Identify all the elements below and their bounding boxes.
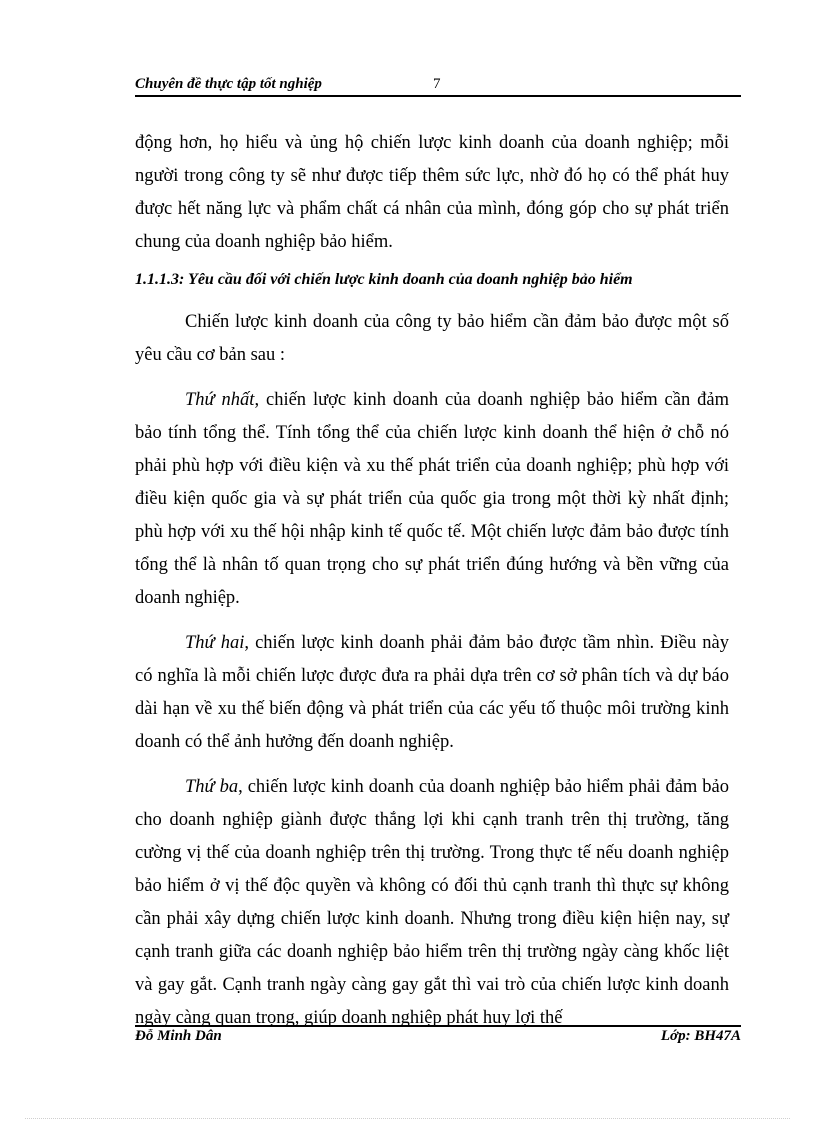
- class-label: Lớp: BH47A: [660, 1028, 741, 1044]
- paragraph-continuation: động hơn, họ hiểu và ủng hộ chiến lược kinh doanh của doanh nghiệp; mỗi người trong công ty sẽ như được tiếp thêm sức lực, nhờ đó họ có thể phát huy được hết năng lực và phẩm chất cá nhân của mình, đóng góp cho sự phát triển chung của doanh nghiệp bảo hiểm.: [135, 133, 729, 252]
- paragraph-lead-second: Thứ hai: [185, 633, 245, 653]
- paragraph-first-requirement: [135, 384, 729, 615]
- paragraph-intro: Chiến lược kinh doanh của công ty bảo hiểm cần đảm bảo được một số yêu cầu cơ bản sau :: [135, 312, 729, 365]
- paragraph-text-second: , chiến lược kinh doanh phải đảm bảo được tầm nhìn. Điều này có nghĩa là mỗi chiến lược được đưa ra phải dựa trên cơ sở phân tích và dự báo dài hạn về xu thế biến động và phát triển của các yếu tố thuộc môi trường kinh doanh có thể ảnh hưởng đến doanh nghiệp.: [135, 633, 729, 752]
- paragraph-text-first: , chiến lược kinh doanh của doanh nghiệp bảo hiểm cần đảm bảo tính tổng thể. Tính tổng thể của chiến lược kinh doanh thể hiện ở chỗ nó phải phù hợp với điều kiện và xu thế phát triển của doanh nghiệp; phù hợp với điều kiện quốc gia và sự phát triển của quốc gia trong một thời kỳ nhất định; phù hợp với xu thế hội nhập kinh tế quốc tế. Một chiến lược đảm bảo được tính tổng thể là nhân tố quan trọng cho sự phát triển đúng hướng và bền vững của doanh nghiệp.: [135, 390, 729, 608]
- paragraph-third-requirement: [135, 771, 729, 1035]
- page-number: 7: [433, 76, 441, 92]
- paragraph-second-requirement: [135, 627, 729, 759]
- paragraph-lead-third: Thứ ba: [185, 777, 239, 797]
- section-heading: 1.1.1.3: Yêu cầu đối với chiến lược kinh doanh của doanh nghiệp bảo hiểm: [135, 271, 633, 288]
- paragraph-lead-first: Thứ nhất: [185, 390, 255, 410]
- page-bottom-border: [25, 1118, 790, 1119]
- document-title: Chuyên đề thực tập tốt nghiệp: [135, 76, 322, 92]
- page-header: [135, 76, 741, 96]
- header-divider: [135, 95, 741, 97]
- page-body: [135, 127, 729, 1047]
- author-name: Đỗ Minh Dân: [135, 1028, 222, 1044]
- footer-divider: [135, 1025, 741, 1027]
- paragraph-text-third: , chiến lược kinh doanh của doanh nghiệp bảo hiểm phải đảm bảo cho doanh nghiệp giành được thắng lợi khi cạnh tranh trên thị trường, tăng cường vị thế của doanh nghiệp trên thị trường. Trong thực tế nếu doanh nghiệp bảo hiểm ở vị thế độc quyền và không có đối thủ cạnh tranh thì thực sự không cần phải xây dựng chiến lược kinh doanh. Nhưng trong điều kiện hiện nay, sự cạnh tranh giữa các doanh nghiệp bảo hiểm trên thị trường ngày càng khốc liệt và gay gắt. Cạnh tranh ngày càng gay gắt thì vai trò của chiến lược kinh doanh ngày càng quan trọng, giúp doanh nghiệp phát huy lợi thế: [135, 777, 729, 1028]
